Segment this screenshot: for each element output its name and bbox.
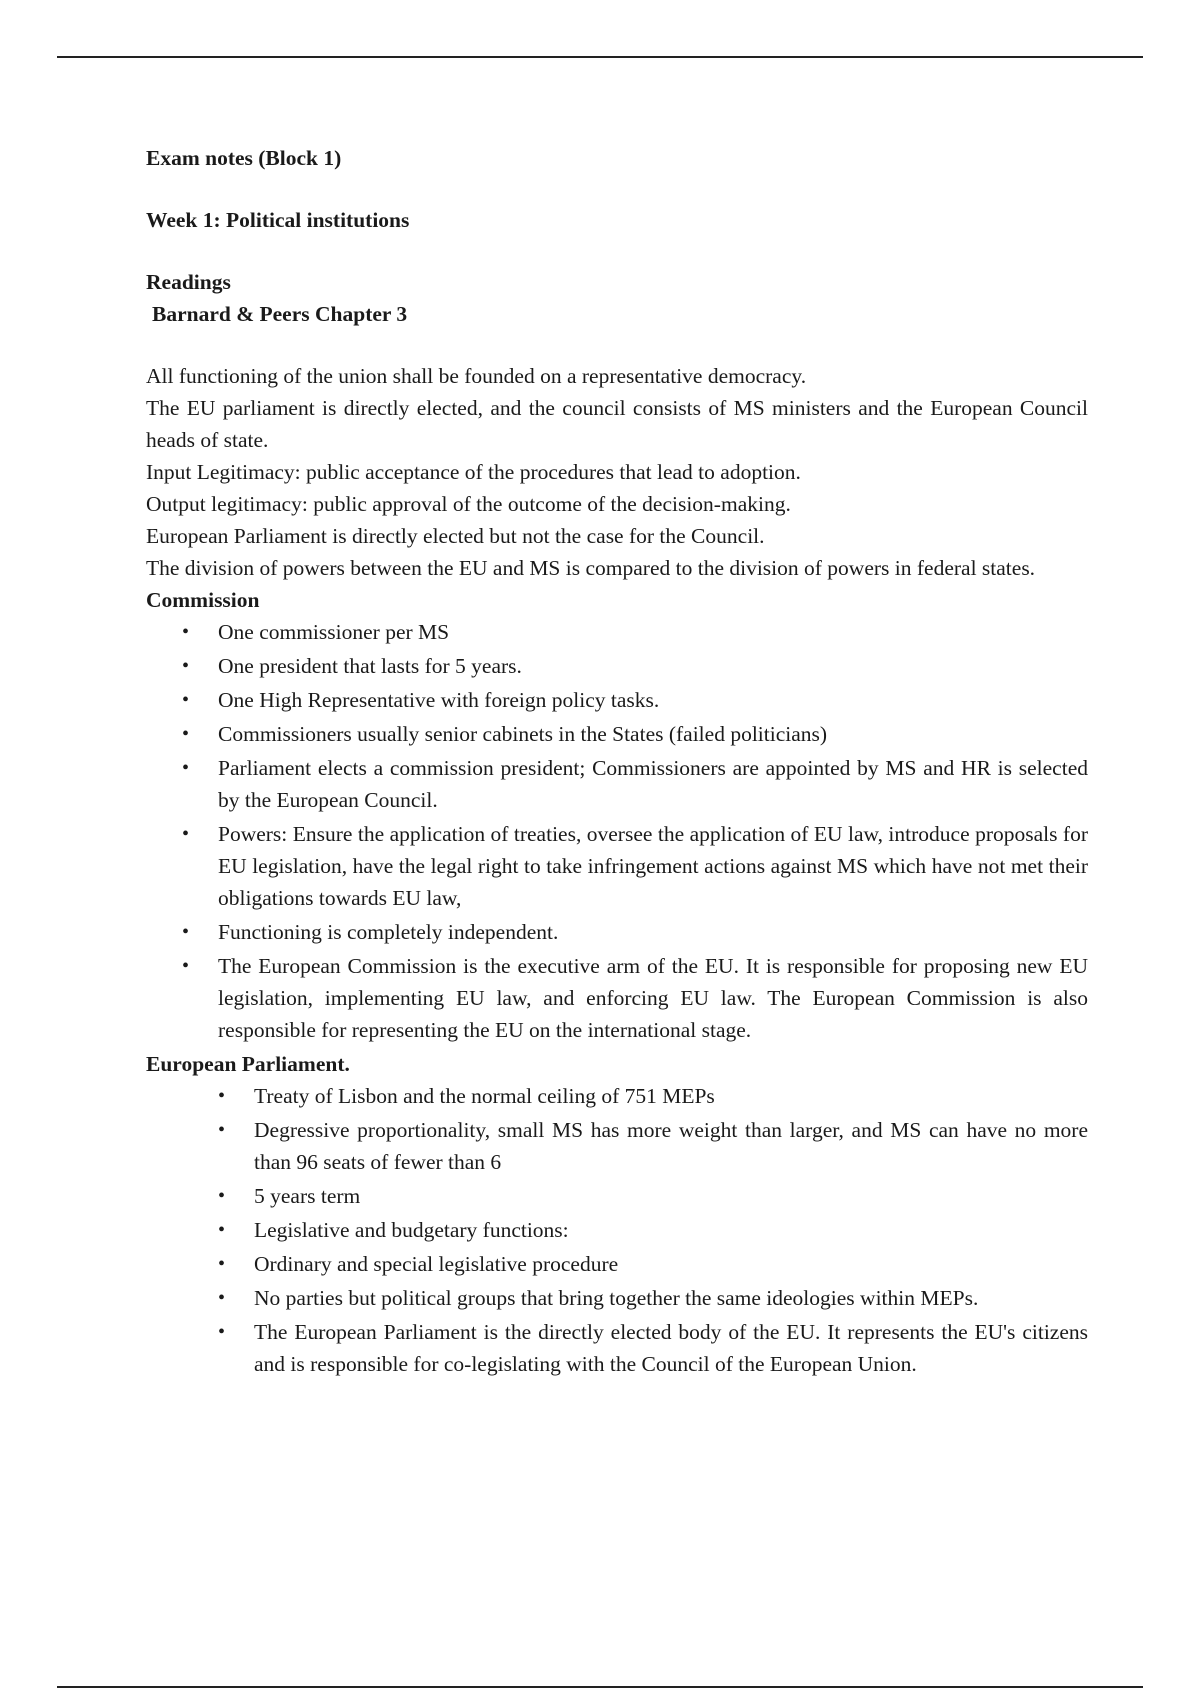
list-item: • Treaty of Lisbon and the normal ceiling of 751 MEPs: [218, 1080, 1088, 1112]
document-body: [146, 142, 1088, 1382]
list-item: • One commissioner per MS: [182, 616, 1088, 648]
paragraph: Input Legitimacy: public acceptance of the procedures that lead to adoption.: [146, 460, 801, 484]
list-item: • The European Parliament is the directly elected body of the EU. It represents the EU's citizens and is responsible for co-legislating with the Council of the European Union.: [218, 1316, 1088, 1380]
list-item: • One High Representative with foreign policy tasks.: [182, 684, 1088, 716]
paragraph: The division of powers between the EU and MS is compared to the division of powers in federal states.: [146, 556, 1036, 580]
commission-heading: Commission: [146, 588, 260, 612]
paragraph: European Parliament is directly elected but not the case for the Council.: [146, 524, 765, 548]
list-item: • 5 years term: [218, 1180, 1088, 1212]
document-title: Exam notes (Block 1): [146, 146, 342, 170]
paragraph: The EU parliament is directly elected, and the council consists of MS ministers and the European Council heads of state.: [146, 396, 1088, 452]
list-item: • One president that lasts for 5 years.: [182, 650, 1088, 682]
list-item: • Degressive proportionality, small MS has more weight than larger, and MS can have no more than 96 seats of fewer than 6: [218, 1114, 1088, 1178]
list-item: • No parties but political groups that bring together the same ideologies within MEPs.: [218, 1282, 1088, 1314]
list-item: • Parliament elects a commission president; Commissioners are appointed by MS and HR is selected by the European Council.: [182, 752, 1088, 816]
commission-list: [182, 616, 1088, 1046]
top-rule: [57, 56, 1143, 58]
parliament-heading: European Parliament.: [146, 1052, 350, 1076]
list-item: • Functioning is completely independent.: [182, 916, 1088, 948]
list-item: • Commissioners usually senior cabinets in the States (failed politicians): [182, 718, 1088, 750]
paragraph: All functioning of the union shall be founded on a representative democracy.: [146, 364, 807, 388]
paragraph: Output legitimacy: public approval of the outcome of the decision-making.: [146, 492, 791, 516]
list-item: • Ordinary and special legislative procedure: [218, 1248, 1088, 1280]
chapter-heading: Barnard & Peers Chapter 3: [152, 302, 408, 326]
list-item: • The European Commission is the executive arm of the EU. It is responsible for proposing new EU legislation, implementing EU law, and enforcing EU law. The European Commission is also responsible for representing the EU on the international stage.: [182, 950, 1088, 1046]
list-item: • Powers: Ensure the application of treaties, oversee the application of EU law, introduce proposals for EU legislation, have the legal right to take infringement actions against MS which have not met their obligations towards EU law,: [182, 818, 1088, 914]
intro-paragraphs: [146, 360, 1088, 584]
list-item: • Legislative and budgetary functions:: [218, 1214, 1088, 1246]
bottom-rule: [57, 1686, 1143, 1688]
readings-heading: Readings: [146, 270, 231, 294]
week-heading: Week 1: Political institutions: [146, 208, 410, 232]
parliament-list: [218, 1080, 1088, 1380]
